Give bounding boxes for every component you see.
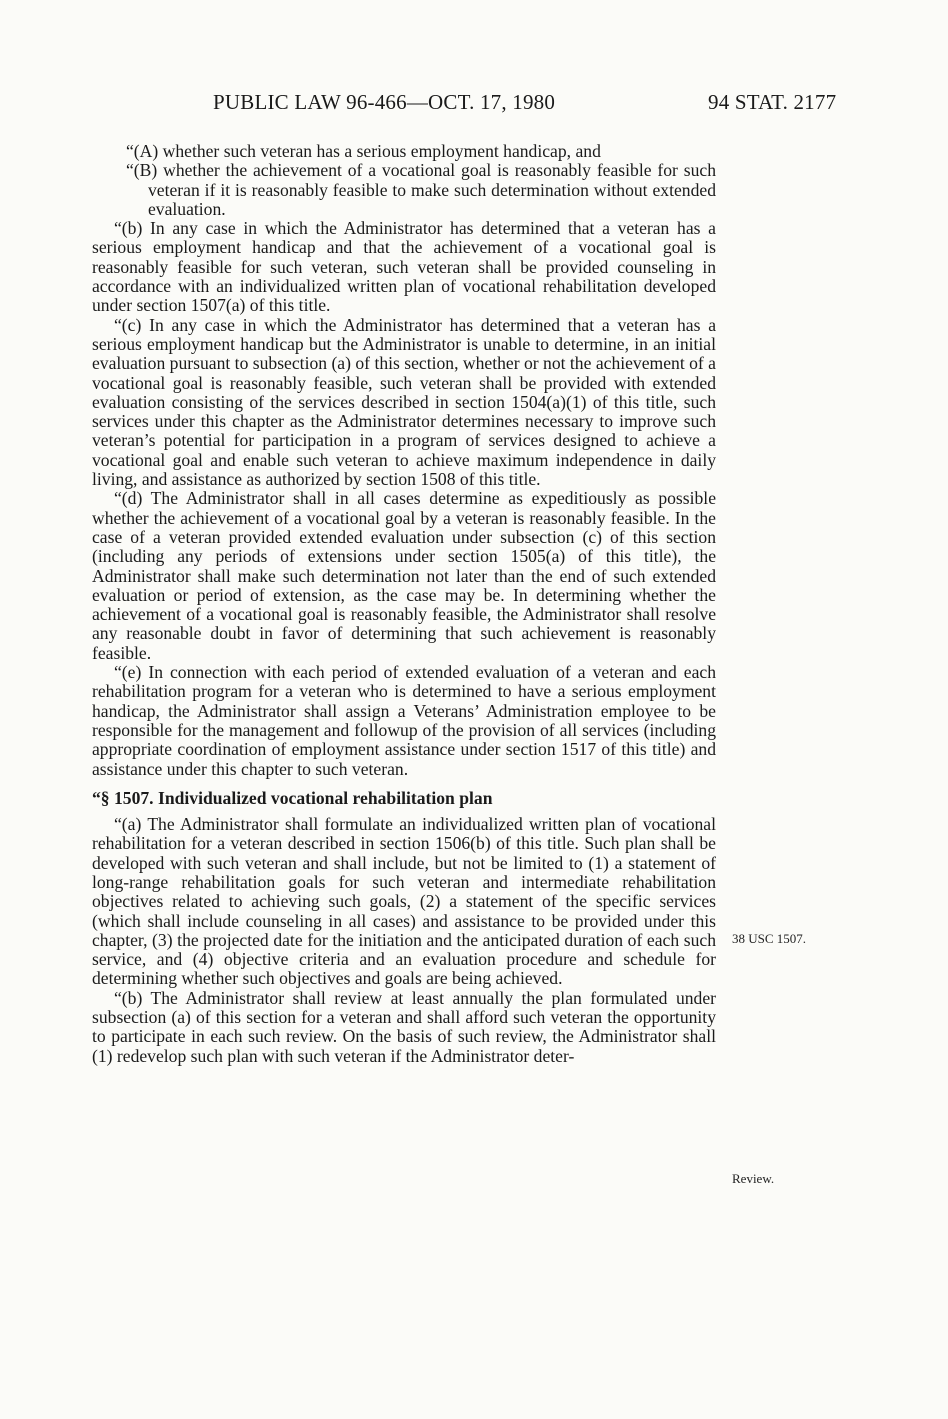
body-text: [92, 142, 716, 1066]
running-header-title: PUBLIC LAW 96-466—OCT. 17, 1980: [213, 90, 556, 114]
paragraph-d: “(d) The Administrator shall in all cases determine as expeditiously as possible whether the achievement of a vocational goal by a veteran is reasonably feasible. In the case of a veteran provided extended evaluation under subsection (c) of this section (including any periods of extensions under section 1505(a) of this title), the Administrator shall make such determination not later than the end of such extended evaluation or period of extension, as the case may be. In determining whether the achievement of a vocational goal is reasonably feasible, the Administrator shall resolve any reasonable doubt in favor of determining that such achievement is reasonably feasible.: [92, 488, 716, 663]
paragraph-b: “(b) In any case in which the Administrator has determined that a veteran has a serious employment handicap and that the achievement of a vocational goal is reasonably feasible for such veteran, such veteran shall be provided counseling in accordance with an individualized written plan of vocational rehabilitation developed under section 1507(a) of this title.: [92, 218, 716, 316]
paragraph-e: “(e) In connection with each period of extended evaluation of a veteran and each rehabilitation program for a veteran who is determined to have a serious employment handicap, the Administrator shall assign a Veterans’ Administration employee to be responsible for the management and followup of the provision of all services (including appropriate coordination of employment assistance under section 1517 of this title) and assistance under this chapter to such veteran.: [92, 662, 716, 779]
paragraph-1507-a: “(a) The Administrator shall formulate an individualized written plan of vocational rehabilitation for a veteran described in section 1506(b) of this title. Such plan shall be developed with such veteran and shall include, but not be limited to (1) a statement of long-range rehabilitation goals for such veteran and intermediate rehabilitation objectives related to achieving such goals, (2) a statement of the specific services (which shall include counseling in all cases) and assistance to be provided under this chapter, (3) the projected date for the initiation and the anticipated duration of each such service, and (4) objective criteria and an evaluation procedure and schedule for determining whether such objectives and goals are being achieved.: [92, 814, 716, 989]
paragraph-1507-b: “(b) The Administrator shall review at least annually the plan formulated under subsection (a) of this section for a veteran and shall afford such veteran the opportunity to participate in each such review. On the basis of such review, the Administrator shall (1) redevelop such plan with such veteran if the Administrator deter-: [92, 987, 716, 1066]
paragraph-c: “(c) In any case in which the Administrator has determined that a veteran has a serious employment handicap but the Administrator is unable to determine, in an initial evaluation pursuant to subsection (a) of this section, whether or not the achievement of a vocational goal is reasonably feasible, such veteran shall be provided with extended evaluation consisting of the services described in section 1504(a)(1) of this title, such services under this chapter as the Administrator determines necessary to improve such veteran’s potential for participation in a program of services designed to achieve a vocational goal and enable such veteran to achieve maximum independence in daily living, and assistance as authorized by section 1508 of this title.: [92, 314, 716, 490]
running-header-page: 94 STAT. 2177: [708, 90, 837, 114]
section-heading-1507: “§ 1507. Individualized vocational rehabilitation plan: [92, 787, 493, 808]
margin-note-usc: 38 USC 1507.: [732, 931, 807, 946]
paragraph-a-B: “(B) whether the achievement of a vocational goal is reasonably feasible for such veteran if it is reasonably feasible to make such determination without extended evaluation.: [126, 160, 716, 219]
paragraph-a-A: “(A) whether such veteran has a serious employment handicap, and: [126, 141, 601, 161]
margin-note-review: Review.: [732, 1171, 775, 1186]
